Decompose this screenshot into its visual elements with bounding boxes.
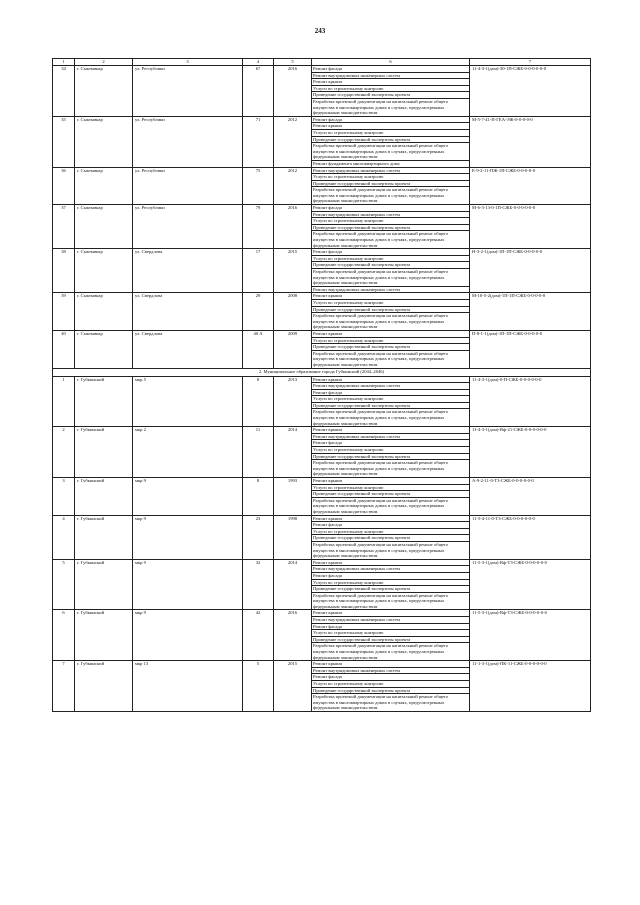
street-cell: мкр 9 — [133, 478, 243, 516]
work-item: Проведение государственной экспертизы проекта — [312, 307, 469, 314]
works-cell — [312, 559, 470, 610]
work-item: Ремонт фундамента многоквартирного дома — [313, 160, 400, 166]
work-item: Проведение государственной экспертизы проекта — [312, 403, 469, 410]
work-item: Разработка проектной документации на капитальный ремонт общего имущества в многоквартирных домах в случаях, предусмотренных федеральным законодательством — [313, 592, 449, 609]
row-number: 3 — [53, 478, 75, 516]
work-item: Услуги по строительному контролю — [312, 86, 469, 93]
street-cell: ул. Республики — [133, 66, 243, 117]
row-number: 36 — [53, 167, 75, 205]
year-cell: 1998 — [274, 515, 312, 559]
code-cell: М-5-7-41-П-ГЕА-ЭЖ-0-0-0-0-0 — [470, 116, 591, 167]
city-cell: г. Сыктывкар — [75, 167, 133, 205]
code-cell: Е-9-2-11-ПЖ-1П-СЖБ-0-0-0-0-0 — [470, 167, 591, 205]
works-cell — [312, 167, 470, 205]
street-cell: ул. Свердлова — [133, 293, 243, 331]
city-cell: г. Губкинский — [75, 661, 133, 712]
work-item: Ремонт фасада — [312, 117, 469, 124]
works-cell — [312, 376, 470, 427]
year-cell: 2013 — [274, 376, 312, 427]
work-item: Ремонт фасада — [312, 573, 469, 580]
house-cell: 5 — [243, 661, 274, 712]
row-number: 35 — [53, 116, 75, 167]
row-number: 7 — [53, 661, 75, 712]
header-cell: 1 — [53, 59, 75, 66]
table-row — [53, 427, 591, 478]
work-item: Разработка проектной документации на капитальный ремонт общего имущества в многоквартирных домах в случаях, предусмотренных федеральным законодательством — [313, 643, 449, 660]
work-item: Ремонт внутридомовых инженерных систем — [312, 566, 469, 573]
city-cell: г. Губкинский — [75, 559, 133, 610]
table-row — [53, 559, 591, 610]
table-row — [53, 330, 591, 368]
work-item: Разработка проектной документации на капитальный ремонт общего имущества в многоквартирных домах в случаях, предусмотренных федеральным законодательством — [313, 231, 449, 248]
code-cell: А-9-2-11-0-Т3-СЖБ-0-0-0-0-0-0 — [470, 478, 591, 516]
city-cell: г. Губкинский — [75, 427, 133, 478]
works-cell — [312, 515, 470, 559]
work-item: Ремонт крыши — [312, 560, 469, 567]
row-number: 40 — [53, 330, 75, 368]
house-cell: 40 А — [243, 330, 274, 368]
work-item: Ремонт крыши — [312, 79, 469, 86]
table-header — [53, 59, 591, 66]
street-cell: мкр 9 — [133, 610, 243, 661]
header-cell: 2 — [75, 59, 133, 66]
work-item: Ремонт крыши — [312, 478, 469, 485]
row-number: 6 — [53, 610, 75, 661]
table-row — [53, 478, 591, 516]
works-cell — [312, 249, 470, 293]
works-cell — [312, 205, 470, 249]
work-item: Проведение государственной экспертизы проекта — [312, 92, 469, 99]
work-item: Ремонт крыши — [312, 427, 469, 434]
year-cell: 2015 — [274, 661, 312, 712]
work-item: Услуги по строительному контролю — [312, 447, 469, 454]
work-item: Проведение государственной экспертизы проекта — [312, 137, 469, 144]
header-cell: 5 — [274, 59, 312, 66]
year-cell: 2016 — [274, 610, 312, 661]
year-cell: 2015 — [274, 249, 312, 293]
table-row — [53, 515, 591, 559]
works-cell — [312, 293, 470, 331]
code-cell: 11-5-4-11-0-Т3-СЖБ-0-0-0-0-0-0 — [470, 515, 591, 559]
street-cell: ул. Свердлова — [133, 330, 243, 368]
street-cell: ул. Свердлова — [133, 249, 243, 293]
work-item: Ремонт крыши — [312, 610, 469, 617]
city-cell: г. Губкинский — [75, 478, 133, 516]
work-item: Разработка проектной документации на капитальный ремонт общего имущества в многоквартирных домах в случаях, предусмотренных федеральным законодательством — [313, 497, 449, 514]
street-cell: ул. Республики — [133, 205, 243, 249]
street-cell: мкр 9 — [133, 559, 243, 610]
house-cell: 23 — [243, 515, 274, 559]
table-row — [53, 66, 591, 117]
code-cell: М-10-5-2(дом)-1П-1П-СЖБ-0-0-0-0-0 — [470, 293, 591, 331]
street-cell: мкр 9 — [133, 515, 243, 559]
row-number: 38 — [53, 249, 75, 293]
work-item: Разработка проектной документации на капитальный ремонт общего имущества в многоквартирных домах в случаях, предусмотренных федеральным законодательством — [313, 187, 449, 204]
work-item: Ремонт внутридомовых инженерных систем — [312, 212, 469, 219]
work-item: Разработка проектной документации на капитальный ремонт общего имущества в многоквартирных домах в случаях, предусмотренных федеральным законодательством — [313, 350, 449, 367]
work-item: Услуги по строительному контролю — [312, 338, 469, 345]
city-cell: г. Сыктывкар — [75, 205, 133, 249]
work-item: Ремонт фасада — [312, 249, 469, 256]
row-number: 39 — [53, 293, 75, 331]
work-item: Проведение государственной экспертизы проекта — [312, 637, 469, 644]
house-cell: 42 — [243, 610, 274, 661]
street-cell: мкр 13 — [133, 661, 243, 712]
work-item: Разработка проектной документации на капитальный ремонт общего имущества в многоквартирных домах в случаях, предусмотренных федеральным законодательством — [313, 460, 449, 477]
page-number: 243 — [314, 27, 326, 35]
year-cell: 2012 — [274, 116, 312, 167]
work-item: Проведение государственной экспертизы проекта — [312, 535, 469, 542]
work-item: Разработка проектной документации на капитальный ремонт общего имущества в многоквартирных домах в случаях, предусмотренных федеральным законодательством — [313, 694, 449, 711]
work-item: Ремонт внутридомовых инженерных систем — [312, 668, 469, 675]
header-cell: 7 — [470, 59, 591, 66]
work-item: Ремонт фасада — [312, 390, 469, 397]
year-cell: 2014 — [274, 427, 312, 478]
row-number: 5 — [53, 559, 75, 610]
work-item: Проведение государственной экспертизы проекта — [312, 491, 469, 498]
work-item: Проведение государственной экспертизы проекта — [312, 344, 469, 351]
code-cell: 11-4-3-1(дом)-0-П-СЖБ-0-0-0-0-0-0 — [470, 376, 591, 427]
work-item: Услуги по строительному контролю — [312, 300, 469, 307]
header-cell: 3 — [133, 59, 243, 66]
work-item: Ремонт крыши — [312, 123, 469, 130]
works-cell — [312, 427, 470, 478]
code-cell: 11-5-3-1(дом)-Вф-Т3-СЖБ-0-0-0-0-0-0 — [470, 610, 591, 661]
city-cell: г. Губкинский — [75, 610, 133, 661]
house-cell: 17 — [243, 249, 274, 293]
table-row — [53, 610, 591, 661]
house-cell: 8 — [243, 376, 274, 427]
table-row — [53, 167, 591, 205]
work-item: Услуги по строительному контролю — [312, 485, 469, 492]
row-number: 1 — [53, 376, 75, 427]
work-item: Ремонт фасада — [312, 205, 469, 212]
work-item: Ремонт крыши — [312, 377, 469, 384]
work-item: Разработка проектной документации на капитальный ремонт общего имущества в многоквартирных домах в случаях, предусмотренных федеральным законодательством — [313, 313, 449, 330]
work-item: Ремонт фасада — [312, 440, 469, 447]
code-cell: 11-4-3-1(дом)-30-1П-СЖБ-0-0-0-0-0-0 — [470, 66, 591, 117]
work-item: Услуги по строительному контролю — [312, 529, 469, 536]
code-cell: М-6-3-13-0-1П-СЖБ-0-0-0-0-0-0 — [470, 205, 591, 249]
work-item: Ремонт фасада — [312, 624, 469, 631]
year-cell: 2016 — [274, 66, 312, 117]
city-cell: г. Губкинский — [75, 515, 133, 559]
city-cell: г. Сыктывкар — [75, 249, 133, 293]
works-cell — [312, 478, 470, 516]
year-cell: 1993 — [274, 478, 312, 516]
house-cell: 11 — [243, 427, 274, 478]
work-item: Ремонт внутридомовых инженерных систем — [312, 73, 469, 80]
house-cell: 79 — [243, 205, 274, 249]
work-item: Ремонт внутридомовых инженерных систем — [312, 617, 469, 624]
house-cell: 71 — [243, 116, 274, 167]
code-cell: 11-4-3-1(дом)-Вф-21-СЖБ-0-0-0-0-0-0 — [470, 427, 591, 478]
work-item: Разработка проектной документации на капитальный ремонт общего имущества в многоквартирных домах в случаях, предусмотренных федеральным законодательством — [312, 269, 469, 287]
house-cell: 32 — [243, 559, 274, 610]
row-number: 4 — [53, 515, 75, 559]
work-item: Ремонт крыши — [312, 331, 469, 338]
code-cell: Н-3-2-1(дом)-1П-1П-СЖБ-0-0-0-0-0 — [470, 249, 591, 293]
work-item: Ремонт крыши — [312, 516, 469, 523]
work-item: Ремонт внутридомовых инженерных систем — [313, 286, 400, 292]
code-cell: 11-1-3-1(дом)-ПК-11-СЖБ-0-0-0-0-0-0 — [470, 661, 591, 712]
header-cell: 4 — [243, 59, 274, 66]
work-item: Проведение государственной экспертизы проекта — [312, 181, 469, 188]
work-item: Услуги по строительному контролю — [312, 681, 469, 688]
header-cell: 6 — [312, 59, 470, 66]
work-item: Услуги по строительному контролю — [312, 396, 469, 403]
works-cell — [312, 610, 470, 661]
street-cell: ул. Республики — [133, 116, 243, 167]
row-number: 37 — [53, 205, 75, 249]
house-cell: 29 — [243, 293, 274, 331]
work-item: Проведение государственной экспертизы проекта — [312, 688, 469, 695]
work-item: Проведение государственной экспертизы проекта — [312, 454, 469, 461]
work-item: Разработка проектной документации на капитальный ремонт общего имущества в многоквартирных домах в случаях, предусмотренных федеральным законодательством — [313, 98, 449, 116]
work-item: Разработка проектной документации на капитальный ремонт общего имущества в многоквартирных домах в случаях, предусмотренных федеральным законодательством — [313, 541, 449, 559]
work-item: Разработка проектной документации на капитальный ремонт общего имущества в многоквартирных домах в случаях, предусмотренных федеральным законодательством — [312, 143, 469, 161]
work-item: Проведение государственной экспертизы проекта — [312, 586, 469, 593]
year-cell: 2008 — [274, 293, 312, 331]
city-cell: г. Губкинский — [75, 376, 133, 427]
table-row — [53, 116, 591, 167]
house-cell: 67 — [243, 66, 274, 117]
work-item: Услуги по строительному контролю — [312, 580, 469, 587]
city-cell: г. Сыктывкар — [75, 116, 133, 167]
city-cell: г. Сыктывкар — [75, 330, 133, 368]
work-item: Ремонт внутридомовых инженерных систем — [312, 383, 469, 390]
section-row — [53, 368, 591, 376]
table-row — [53, 249, 591, 293]
street-cell: мкр 2 — [133, 427, 243, 478]
work-item: Услуги по строительному контролю — [312, 174, 469, 181]
work-item: Ремонт крыши — [312, 293, 469, 300]
work-item: Услуги по строительному контролю — [312, 630, 469, 637]
works-cell — [312, 661, 470, 712]
year-cell: 2012 — [274, 167, 312, 205]
year-cell: 2009 — [274, 330, 312, 368]
code-cell: П-8-1-1(дом)-1П-1П-СЖБ-0-0-0-0-0 — [470, 330, 591, 368]
work-item: Ремонт внутридомовых инженерных систем — [312, 168, 469, 175]
work-item: Ремонт фасада — [312, 66, 469, 73]
year-cell: 2016 — [274, 205, 312, 249]
row-number: 34 — [53, 66, 75, 117]
street-cell: ул. Республики — [133, 167, 243, 205]
work-item: Услуги по строительному контролю — [312, 218, 469, 225]
code-cell: 11-5-3-1(дом)-Вф-Т3-СЖБ-0-0-0-0-0-0 — [470, 559, 591, 610]
works-table — [52, 58, 591, 712]
table-row — [53, 205, 591, 249]
work-item: Ремонт крыши — [312, 661, 469, 668]
street-cell: мкр 5 — [133, 376, 243, 427]
section-title: 2. Муниципальное образование города Губкинский (2044–2046) — [53, 368, 591, 376]
document-body — [52, 58, 590, 712]
work-item: Ремонт фасада — [312, 674, 469, 681]
work-item: Услуги по строительному контролю — [312, 130, 469, 137]
work-item: Ремонт фасада — [312, 522, 469, 529]
work-item: Ремонт внутридомовых инженерных систем — [312, 434, 469, 441]
work-item: Проведение государственной экспертизы проекта — [312, 225, 469, 232]
year-cell: 2014 — [274, 559, 312, 610]
house-cell: 75 — [243, 167, 274, 205]
table-row — [53, 376, 591, 427]
works-cell — [312, 116, 470, 167]
works-cell — [312, 330, 470, 368]
table-row — [53, 661, 591, 712]
work-item: Проведение государственной экспертизы проекта — [312, 262, 469, 269]
city-cell: г. Сыктывкар — [75, 293, 133, 331]
house-cell: 8 — [243, 478, 274, 516]
row-number: 2 — [53, 427, 75, 478]
city-cell: г. Сыктывкар — [75, 66, 133, 117]
works-cell — [312, 66, 470, 117]
work-item: Разработка проектной документации на капитальный ремонт общего имущества в многоквартирных домах в случаях, предусмотренных федеральным законодательством — [313, 409, 449, 426]
table-row — [53, 293, 591, 331]
work-item: Услуги по строительному контролю — [312, 256, 469, 263]
